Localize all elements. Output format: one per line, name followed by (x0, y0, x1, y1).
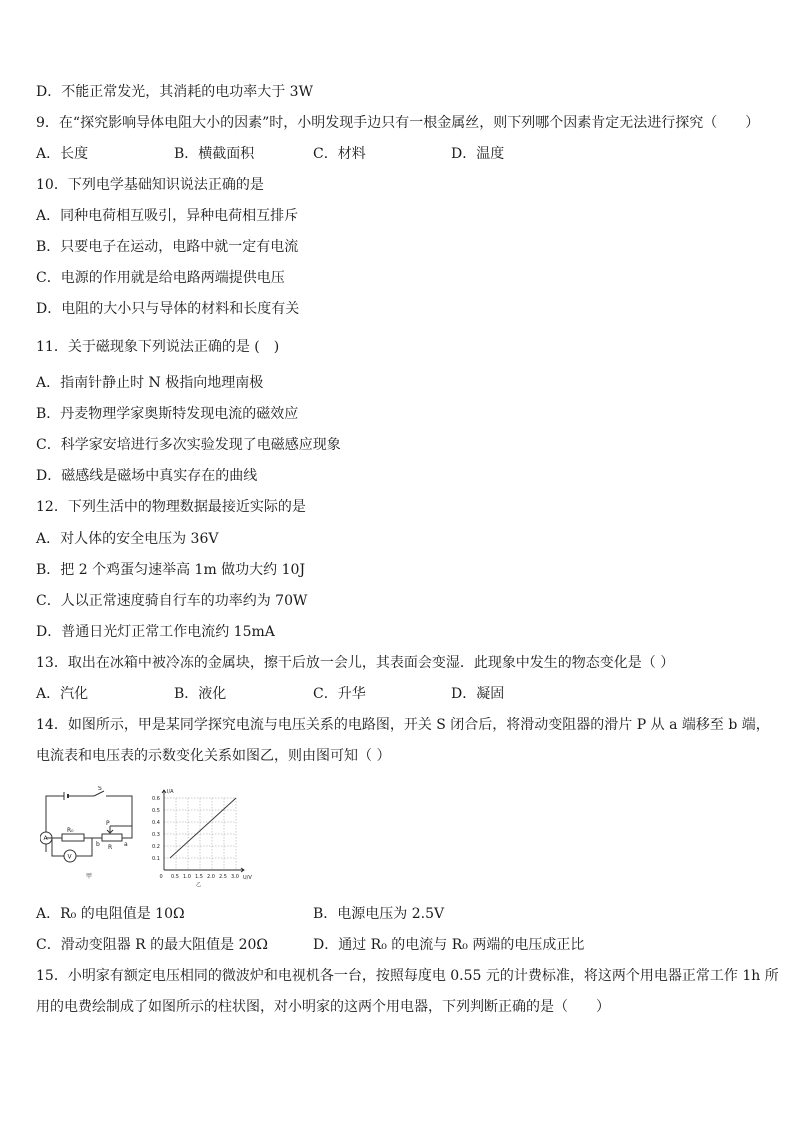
rheostat-end-b: b (96, 841, 100, 848)
q14-figure-svg (40, 786, 260, 890)
x-tick-label: 2.0 (207, 874, 215, 880)
q14-option-a: A．R₀ 的电阻值是 10Ω (36, 906, 185, 922)
y-tick-label: 0.3 (152, 832, 160, 838)
graph-caption: 乙 (196, 882, 202, 888)
q9-stem: 9．在“探究影响导体电阻大小的因素”时，小明发现手边只有一根金属丝，则下列哪个因素肯定无法进行探究（ ） (36, 115, 760, 131)
q10-option-a: A．同种电荷相互吸引，异种电荷相互排斥 (36, 208, 299, 224)
q10-stem: 10．下列电学基础知识说法正确的是 (36, 177, 264, 193)
circuit-caption: 甲 (86, 873, 93, 880)
voltmeter-label: V (67, 853, 72, 861)
q12-option-a: A．对人体的安全电压为 36V (36, 531, 219, 547)
q9-option-b: B．横截面积 (174, 146, 255, 162)
q13-option-a: A．汽化 (36, 686, 89, 702)
graph-origin-label: 0 (159, 874, 163, 880)
q12-option-b: B．把 2 个鸡蛋匀速举高 1m 做功大约 10J (36, 562, 306, 578)
x-tick-label: 1.0 (183, 874, 191, 880)
circuit-diagram (40, 791, 132, 862)
q12-option-d: D．普通日光灯正常工作电流约 15mA (36, 624, 275, 640)
q8-option-d: D．不能正常发光，其消耗的电功率大于 3W (36, 84, 313, 100)
q13-option-d: D．凝固 (451, 686, 505, 702)
graph-y-axis-label: I/A (167, 789, 174, 795)
q14-stem-line1: 14．如图所示，甲是某同学探究电流与电压关系的电路图，开关 S 闭合后，将滑动变阻器的滑片 P 从 a 端移至 b 端， (36, 717, 770, 733)
q11-option-b: B．丹麦物理学家奥斯特发现电流的磁效应 (36, 406, 299, 422)
iu-data-line (170, 798, 236, 858)
graph-x-axis-label: U/V (243, 875, 252, 881)
q14-option-b: B．电源电压为 2.5V (313, 906, 445, 922)
q15-stem-line2: 用的电费绘制成了如图所示的柱状图，对小明家的这两个用电器，下列判断正确的是（ ） (36, 999, 610, 1015)
x-tick-label: 0.5 (171, 874, 179, 880)
q11-option-a: A．指南针静止时 N 极指向地理南极 (36, 375, 264, 391)
x-tick-label: 3.0 (231, 874, 239, 880)
q15-stem-line1: 15．小明家有额定电压相同的微波炉和电视机各一台，按照每度电 0.55 元的计费标准，将这两个用电器正常工作 1h 所 (36, 968, 779, 984)
q10-option-b: B．只要电子在运动，电路中就一定有电流 (36, 239, 299, 255)
y-tick-label: 0.5 (152, 808, 160, 814)
q9-option-d: D．温度 (451, 146, 505, 162)
switch-label: S (98, 786, 102, 792)
q14-figure (40, 786, 260, 890)
rheostat-label: R (108, 844, 113, 851)
q10-option-d: D．电阻的大小只与导体的材料和长度有关 (36, 301, 300, 317)
q14-option-c: C．滑动变阻器 R 的最大阻值是 20Ω (36, 937, 269, 953)
q12-stem: 12．下列生活中的物理数据最接近实际的是 (36, 499, 306, 515)
slider-label: P (106, 820, 110, 827)
circuit-labels (44, 786, 129, 880)
x-tick-label: 2.5 (219, 874, 227, 880)
q13-stem: 13．取出在冰箱中被冷冻的金属块，擦干后放一会儿，其表面会变湿．此现象中发生的物态变化是（ ） (36, 655, 675, 671)
q9-option-c: C．材料 (313, 146, 366, 162)
q13-option-b: B．液化 (174, 686, 227, 702)
q11-option-d: D．磁感线是磁场中真实存在的曲线 (36, 468, 258, 484)
y-tick-label: 0.2 (152, 844, 160, 850)
y-tick-label: 0.1 (152, 856, 160, 862)
q14-stem-line2: 电流表和电压表的示数变化关系如图乙，则由图可知（ ） (36, 748, 391, 764)
y-tick-label: 0.6 (152, 796, 160, 802)
iu-graph (152, 789, 252, 888)
r0-label: R₀ (67, 827, 74, 834)
q11-stem: 11．关于磁现象下列说法正确的是 ( ) (36, 339, 280, 355)
rheostat-end-a: a (124, 841, 128, 848)
q13-option-c: C．升华 (313, 686, 366, 702)
q9-option-a: A．长度 (36, 146, 89, 162)
q14-option-d: D．通过 R₀ 的电流与 R₀ 两端的电压成正比 (313, 937, 585, 953)
ammeter-label: A (43, 835, 48, 843)
q12-option-c: C．人以正常速度骑自行车的功率约为 70W (36, 593, 308, 609)
q10-option-c: C．电源的作用就是给电路两端提供电压 (36, 270, 285, 286)
y-tick-label: 0.4 (152, 820, 160, 826)
x-tick-label: 1.5 (195, 874, 203, 880)
q11-option-c: C．科学家安培进行多次实验发现了电磁感应现象 (36, 437, 341, 453)
